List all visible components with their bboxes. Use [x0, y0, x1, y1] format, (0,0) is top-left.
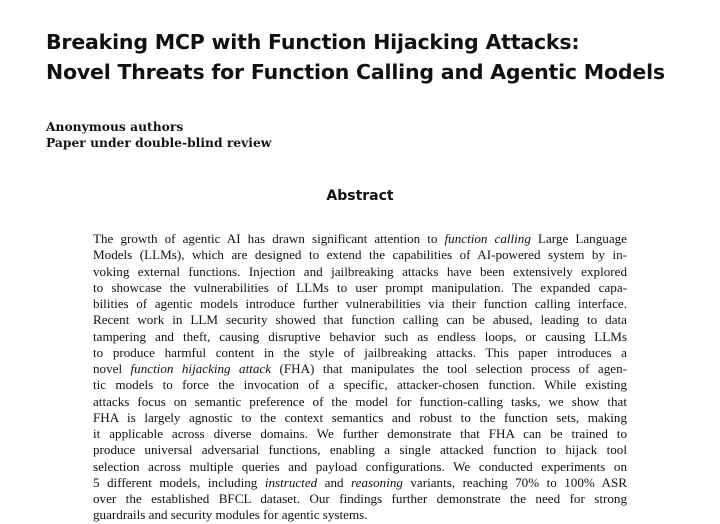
abstract-text: The growth of agentic AI has drawn significant attention to — [93, 231, 445, 246]
abstract-emphasis: instructed — [264, 474, 318, 490]
abstract-text: FHA is largely agnostic to the context semantics and robust to the function sets, making — [93, 409, 627, 425]
authors: Anonymous authors — [46, 119, 184, 134]
abstract-text: tic models to force the invocation of a specific, attacker-chosen function. While existing — [93, 377, 627, 393]
abstract-body — [93, 231, 627, 524]
abstract-line — [93, 394, 627, 410]
abstract-emphasis: reasoning — [351, 474, 403, 490]
abstract-line — [93, 280, 627, 296]
review-note: Paper under double-blind review — [46, 134, 272, 150]
abstract-text: produce universal adversarial functions, enabling a single attacked function to hijack tool — [93, 442, 627, 458]
abstract-line — [93, 312, 627, 328]
abstract-line — [93, 296, 627, 312]
abstract-text: variants, reaching 70% to 100% ASR — [402, 474, 627, 490]
author-block — [46, 119, 271, 150]
abstract-line — [93, 329, 627, 345]
abstract-line — [93, 459, 627, 475]
abstract-line — [93, 491, 627, 507]
abstract-text: guardrails and security modules for agentic systems. — [93, 507, 368, 523]
abstract-text: bilities of agentic models introduce further vulnerabilities via their function calling interface. — [93, 296, 627, 311]
abstract-text: Recent work in LLM security showed that function calling can be abused, leading to data — [93, 312, 627, 328]
abstract-text: tampering and theft, causing disruptive behavior such as endless loops, or causing LLMs — [93, 328, 627, 344]
abstract-text: attacks focus on semantic preference of the model for function-calling tasks, we show that — [93, 393, 627, 409]
abstract-text: (FHA) that manipulates the tool selection process of agen- — [271, 361, 627, 376]
abstract-text: voking external functions. Injection and jailbreaking attacks have been extensively explored — [93, 263, 627, 279]
abstract-line — [93, 377, 627, 393]
abstract-line — [93, 442, 627, 458]
abstract-line — [93, 231, 627, 247]
abstract-text: it applicable across diverse domains. We further demonstrate that FHA can be trained to — [93, 426, 627, 441]
abstract-line — [93, 345, 627, 361]
abstract-line — [93, 361, 627, 377]
abstract-heading: Abstract — [326, 188, 394, 204]
abstract-line — [93, 264, 627, 280]
paper-title — [46, 27, 706, 87]
abstract-text: over the established BFCL dataset. Our findings further demonstrate the need for strong — [93, 491, 627, 506]
abstract-text: selection across multiple queries and payload configurations. We conducted experiments on — [93, 458, 627, 474]
abstract-line — [93, 475, 627, 491]
abstract-emphasis: function hijacking attack — [130, 361, 272, 376]
abstract-text: and — [317, 474, 352, 490]
abstract-line — [93, 410, 627, 426]
abstract-text: 5 different models, including — [93, 474, 265, 490]
abstract-line — [93, 507, 627, 523]
title-line-2: Novel Threats for Function Calling and Agentic Models — [46, 60, 665, 84]
abstract-text: novel — [93, 361, 131, 376]
title-line-1: Breaking MCP with Function Hijacking Attacks: — [46, 30, 580, 54]
abstract-line — [93, 247, 627, 263]
abstract-text: Models (LLMs), which are designed to extend the capabilities of AI-powered system by in- — [93, 247, 627, 263]
abstract-text: to produce harmful content in the style of jailbreaking attacks. This paper introduces a — [93, 344, 627, 360]
abstract-line — [93, 426, 627, 442]
abstract-text: Large Language — [530, 231, 627, 246]
abstract-emphasis: function calling — [444, 231, 531, 246]
abstract-text: to showcase the vulnerabilities of LLMs to user prompt manipulation. The expanded capa- — [93, 279, 627, 295]
